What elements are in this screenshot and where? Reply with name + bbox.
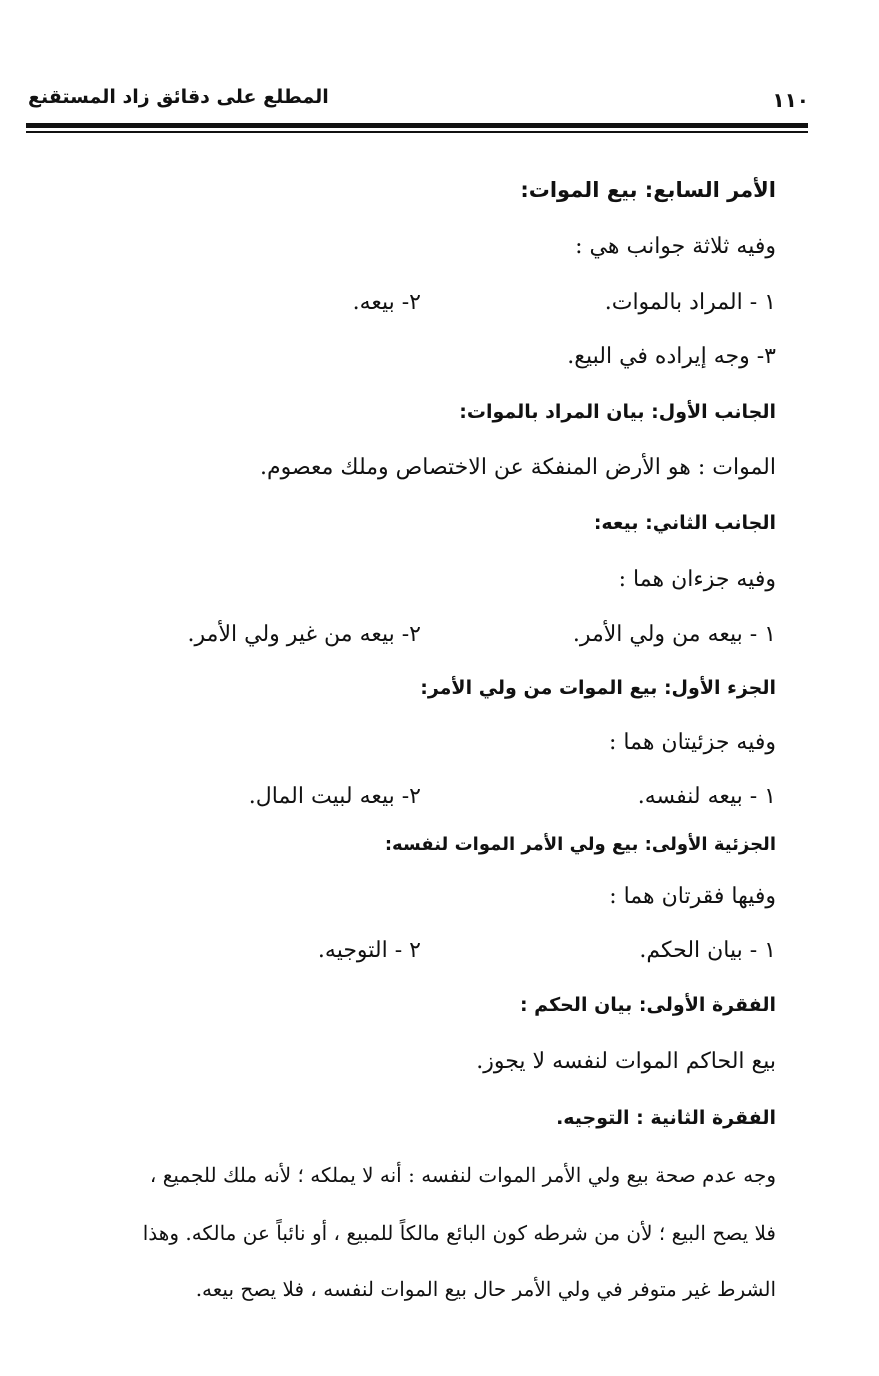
side2-intro: وفيه جزءان هما : [618, 567, 776, 592]
para2-heading: الفقرة الثانية : التوجيه. [556, 1107, 776, 1129]
list4-item1: ١ - بيان الحكم. [639, 938, 776, 963]
side2-heading: الجانب الثاني: بيعه: [593, 512, 776, 534]
header-rule-thin [26, 131, 808, 133]
side1-heading: الجانب الأول: بيان المراد بالموات: [459, 401, 776, 423]
para2-line2: فلا يصح البيع ؛ لأن من شرطه كون البائع مالكاً للمبيع ، أو نائباً عن مالكه. وهذا [142, 1221, 776, 1245]
intro-line: وفيه ثلاثة جوانب هي : [575, 234, 776, 259]
para2-line1: وجه عدم صحة بيع ولي الأمر الموات لنفسه : أنه لا يملكه ؛ لأنه ملك للجميع ، [149, 1163, 776, 1187]
page-number: ١١٠ [772, 88, 809, 112]
subpart1-heading: الجزئية الأولى: بيع ولي الأمر الموات لنفسه: [384, 834, 776, 855]
list1-item1: ١ - المراد بالموات. [604, 290, 776, 315]
subpart1-intro: وفيها فقرتان هما : [609, 884, 776, 909]
list4-item2: ٢ - التوجيه. [317, 938, 421, 963]
list1-item2: ٢- بيعه. [352, 290, 421, 315]
running-title: المطلع على دقائق زاد المستقنع [28, 86, 329, 108]
list2-item2: ٢- بيعه من غير ولي الأمر. [187, 622, 421, 647]
part1-heading: الجزء الأول: بيع الموات من ولي الأمر: [420, 677, 776, 699]
list2-item1: ١ - بيعه من ولي الأمر. [572, 622, 776, 647]
list3-item2: ٢- بيعه لبيت المال. [248, 784, 421, 809]
para2-line3: الشرط غير متوفر في ولي الأمر حال بيع الموات لنفسه ، فلا يصح بيعه. [195, 1277, 776, 1301]
list1-item3: ٣- وجه إيراده في البيع. [567, 344, 776, 369]
para1-heading: الفقرة الأولى: بيان الحكم : [519, 994, 776, 1016]
side1-text: الموات : هو الأرض المنفكة عن الاختصاص وملك معصوم. [259, 455, 776, 480]
para1-text: بيع الحاكم الموات لنفسه لا يجوز. [476, 1049, 776, 1074]
list3-item1: ١ - بيعه لنفسه. [637, 784, 776, 809]
part1-intro: وفيه جزئيتان هما : [609, 730, 776, 755]
main-heading: الأمر السابع: بيع الموات: [520, 178, 776, 202]
header-rule-thick [26, 123, 808, 128]
